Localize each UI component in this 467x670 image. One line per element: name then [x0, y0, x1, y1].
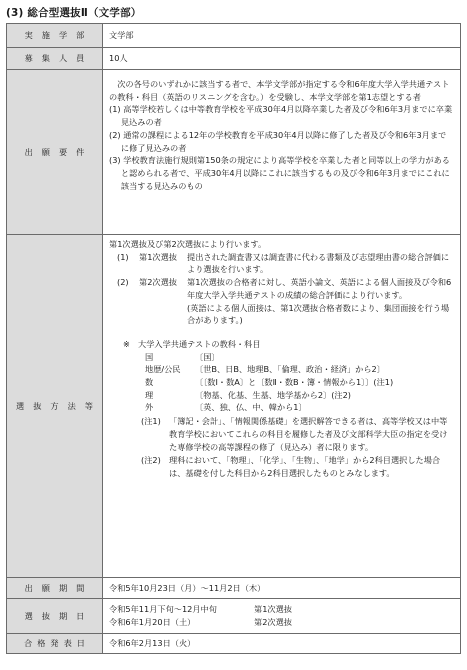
- label-requirements: 出願要件: [7, 70, 103, 235]
- stage-text: 第1次選抜の合格者に対し、英語小論文、英語による個人面接及び令和6年度大学入学共通テストの成績の総合評価により行います。: [187, 277, 452, 300]
- row-announcement: [7, 634, 461, 654]
- label-selection-dates: 選抜期日: [7, 599, 103, 634]
- schedule-entry: [109, 616, 454, 629]
- admission-table: [6, 23, 461, 654]
- subject-row: [109, 389, 454, 402]
- row-selection-dates: [7, 599, 461, 634]
- stage-note: (英語による個人面接は、第1次選抜合格者数により、集団面接を行う場合があります。): [187, 302, 450, 326]
- schedule-date: 令和6年1月20日（土）: [109, 617, 196, 627]
- section-heading: (3) 総合型選抜Ⅱ（文学部）: [6, 7, 142, 19]
- footnote-num: (注2): [141, 455, 161, 466]
- value-requirements: [103, 70, 461, 235]
- subject-name: 数: [145, 377, 154, 388]
- value-announcement: 令和6年2月13日（火）: [103, 634, 461, 654]
- row-capacity: [7, 48, 461, 70]
- row-application-period: [7, 578, 461, 599]
- subject-text: 〔物基、化基、生基、地学基から2〕(注2): [195, 389, 351, 400]
- subject-row: [109, 401, 454, 414]
- stage-name: 第1次選抜: [139, 251, 177, 262]
- requirement-item: (2) 通常の課程による12年の学校教育を平成30年4月以降に修了した者及び令和6年3月までに修了見込みの者: [109, 129, 447, 153]
- footnote-text: 理科において、「物理」、「化学」、「生物」、「地学」から2科目選択した場合は、基礎を付した科目から2科目選択したものとみなします。: [169, 455, 441, 478]
- label-dept: 実施学部: [7, 24, 103, 48]
- footnote: [109, 454, 454, 479]
- stage-num: (2): [117, 277, 129, 288]
- stage-name: 第2次選抜: [139, 277, 177, 288]
- schedule-entry: [109, 603, 454, 616]
- stage-num: (1): [117, 251, 129, 262]
- stage-item: [109, 276, 454, 301]
- value-selection-dates: [103, 599, 461, 634]
- footnote-text: 「簿記・会計」、「情報関係基礎」を選択解答できる者は、高等学校又は中等教育学校においてこれらの科目を履修した者及び文部科学大臣の指定を受けた専修学校の高等課程の修了（見込み）者に限ります。: [169, 416, 448, 452]
- stage-text: 提出された調査書又は調査書に代わる書類及び志望理由書の総合評価により選抜を行います。: [187, 251, 450, 275]
- method-intro: 第1次選抜及び第2次選抜により行います。: [109, 239, 267, 249]
- subject-text: 〔世B、日B、地理B、「倫理、政治・経済」から2〕: [195, 364, 385, 375]
- subject-row: [109, 351, 454, 364]
- value-dept: 文学部: [103, 24, 461, 48]
- requirements-intro: 次の各号のいずれかに該当する者で、本学文学部が指定する令和6年度大学入学共通テストの教科・科目（英語のリスニングを含む。）を受験し、本学文学部を第1志望とする者: [109, 79, 450, 102]
- subject-name: 国: [145, 351, 154, 362]
- requirement-item: (3) 学校教育法施行規則第150条の規定により高等学校を卒業した者と同等以上の学力があると認められる者で、平成30年4月以降にこれに該当するもの及び令和6年3月までにこれに該当する見込みのもの: [109, 155, 450, 191]
- row-requirements: [7, 70, 461, 235]
- label-capacity: 募集人員: [7, 48, 103, 70]
- stage-item: [109, 251, 454, 276]
- subject-row: [109, 376, 454, 389]
- schedule-stage: 第1次選抜: [254, 604, 292, 615]
- label-announcement: 合格発表日: [7, 634, 103, 654]
- subject-text: 〔国〕: [195, 351, 220, 362]
- row-dept: [7, 24, 461, 48]
- schedule-date: 令和5年11月下旬～12月中旬: [109, 604, 217, 615]
- subject-name: 地歴/公民: [145, 364, 181, 375]
- subject-text: 〔〔数Ⅰ・数A〕と〔数Ⅱ・数B・簿・情報から1〕〕(注1): [195, 377, 394, 388]
- value-application-period: 令和5年10月23日（月）～11月2日（木）: [103, 578, 461, 599]
- subject-text: 〔英、独、仏、中、韓から1〕: [195, 402, 307, 413]
- value-method: [103, 235, 461, 578]
- row-method: [7, 235, 461, 578]
- value-capacity: 10人: [103, 48, 461, 70]
- subject-name: 外: [145, 402, 154, 413]
- label-method: 選抜方法等: [7, 235, 103, 578]
- requirement-item: (1) 高等学校若しくは中等教育学校を平成30年4月以降卒業した者及び令和6年3月までに卒業見込みの者: [109, 104, 453, 128]
- footnote-num: (注1): [141, 416, 161, 427]
- label-application-period: 出願期間: [7, 578, 103, 599]
- footnote: [109, 415, 454, 453]
- test-heading: ※ 大学入学共通テストの教科・科目: [123, 338, 261, 349]
- schedule-stage: 第2次選抜: [254, 617, 292, 627]
- subject-name: 理: [145, 389, 154, 400]
- subject-row: [109, 363, 454, 376]
